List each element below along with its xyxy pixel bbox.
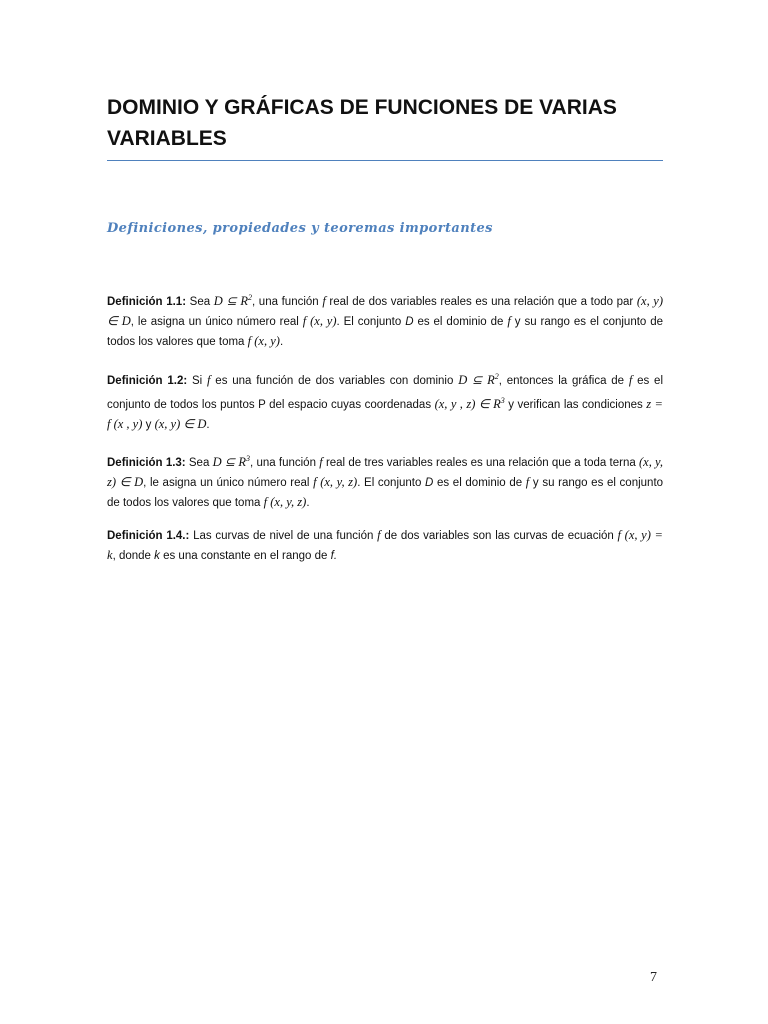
- definition-text: real de tres variables reales es una relación que a toda terna: [325, 457, 636, 470]
- math-expression: D: [425, 477, 434, 490]
- definition-text: .: [279, 336, 284, 349]
- definition-text: .: [206, 419, 210, 432]
- math-expression: f: [377, 528, 381, 542]
- math-expression: f: [507, 314, 511, 329]
- definition-text: y su rango es el conjunto de todos los valores que toma: [107, 316, 664, 349]
- section-subtitle: Definiciones, propiedades y teoremas importantes: [107, 221, 493, 236]
- definition-text: Sea: [188, 457, 210, 470]
- math-expression: D ⊆ $R^3$: [212, 454, 251, 470]
- definition-text: es el dominio de: [437, 477, 523, 490]
- definition-label: Definición 1.3:: [107, 457, 186, 470]
- math-expression: (x, y) ∈ D: [154, 417, 207, 432]
- definition-text: Sea: [189, 296, 211, 309]
- math-expression: f: [628, 373, 633, 388]
- math-expression: D: [405, 316, 414, 329]
- page-number: 7: [650, 970, 657, 985]
- math-expression: f: [525, 475, 530, 490]
- math-expression: f: [322, 294, 326, 309]
- definition-label: Definición 1.2:: [107, 375, 188, 388]
- math-expression: f (x, y, z): [313, 475, 358, 490]
- definition-text: , le asigna un único número real: [130, 316, 299, 329]
- definition-text: y: [145, 419, 152, 432]
- math-expression: f: [319, 455, 323, 470]
- definition-label: Definición 1.4.:: [107, 530, 190, 542]
- math-expression: f.: [330, 550, 338, 562]
- definition-text: es una función de dos variables con dominio: [215, 375, 454, 388]
- definition-1-2: [107, 367, 663, 435]
- definition-text: , le asigna un único número real: [143, 477, 310, 490]
- definition-text: .: [306, 497, 310, 510]
- page-title: DOMINIO Y GRÁFICAS DE FUNCIONES DE VARIAS VARIABLES: [107, 96, 617, 150]
- definition-text: real de dos variables reales es una relación que a todo par: [329, 296, 634, 309]
- math-expression: D ⊆ $R^2$: [458, 372, 499, 388]
- math-expression: (x, y) ∈ D: [107, 294, 663, 329]
- definition-text: es el dominio de: [417, 316, 504, 329]
- definition-text: . El conjunto: [336, 316, 402, 329]
- definition-text: . El conjunto: [357, 477, 422, 490]
- definition-1-4: [107, 526, 663, 566]
- math-expression: f (x, y) = k: [107, 528, 663, 562]
- math-expression: k: [154, 550, 160, 562]
- definition-text: y su rango es el conjunto de todos los valores que toma: [107, 477, 664, 510]
- math-expression: (x, y, z) ∈ D: [107, 455, 663, 490]
- definition-text: , una función: [251, 296, 319, 309]
- definition-text: , una función: [250, 457, 316, 470]
- math-expression: f (x, y): [302, 314, 337, 329]
- math-expression: D ⊆ $R^2$: [213, 293, 252, 309]
- definition-text: , entonces la gráfica de: [498, 375, 625, 388]
- definition-text: Las curvas de nivel de una función: [193, 530, 374, 542]
- definition-text: , donde: [112, 550, 151, 562]
- math-expression: f (x, y, z): [263, 495, 307, 510]
- definition-1-3: [107, 449, 663, 513]
- definition-text: es una constante en el rango de: [163, 550, 328, 562]
- definition-label: Definición 1.1:: [107, 296, 187, 309]
- definition-text: de dos variables son las curvas de ecuación: [384, 530, 614, 542]
- definition-text: es el conjunto de todos los puntos P del espacio cuyas coordenadas: [107, 375, 664, 412]
- definition-1-1: [107, 288, 663, 352]
- math-expression: f: [207, 373, 211, 388]
- title-underline: [107, 160, 663, 161]
- definition-text: y verifican las condiciones: [508, 399, 643, 412]
- math-expression: z = f (x , y): [107, 397, 663, 432]
- math-expression: (x, y , z) ∈ $R^3$: [434, 396, 505, 412]
- math-expression: f (x, y): [247, 334, 280, 349]
- definition-text: Si: [191, 375, 203, 388]
